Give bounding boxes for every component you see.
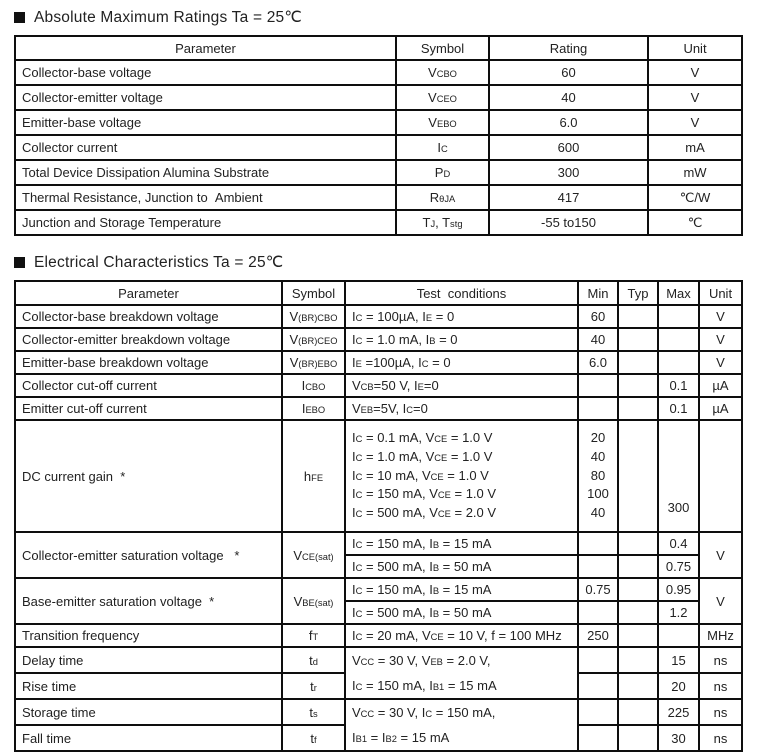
rating-cell: 6.0 bbox=[489, 110, 648, 135]
max-cell bbox=[658, 624, 699, 647]
condition-cell bbox=[345, 699, 578, 751]
condition-line: IC = 0.1 mA, VCE = 1.0 V bbox=[352, 430, 493, 445]
symbol-cell: V(BR)CEO bbox=[282, 328, 345, 351]
typ-cell bbox=[618, 647, 658, 673]
condition-line: IC = 10 mA, VCE = 1.0 V bbox=[352, 467, 489, 483]
max-cell bbox=[658, 305, 699, 328]
max-cell: 15 bbox=[658, 647, 699, 673]
parameter-cell: Collector cut-off current bbox=[15, 374, 282, 397]
header-symbol: Symbol bbox=[282, 281, 345, 305]
rating-cell: 60 bbox=[489, 60, 648, 85]
min-cell bbox=[578, 555, 618, 578]
unit-cell: V bbox=[699, 532, 742, 578]
symbol-cell: td bbox=[282, 647, 345, 673]
typ-cell bbox=[618, 328, 658, 351]
parameter-cell: Collector-base breakdown voltage bbox=[15, 305, 282, 328]
max-cell: 0.4 bbox=[658, 532, 699, 555]
symbol-cell: VCBO bbox=[396, 60, 489, 85]
unit-cell: V bbox=[699, 328, 742, 351]
condition-cell: IC = 500 mA, IB = 50 mA bbox=[345, 555, 578, 578]
header-min: Min bbox=[578, 281, 618, 305]
rating-cell: -55 to150 bbox=[489, 210, 648, 235]
typ-cell bbox=[618, 374, 658, 397]
table-row bbox=[15, 328, 742, 351]
parameter-cell: Junction and Storage Temperature bbox=[15, 210, 396, 235]
max-cell: 20 bbox=[658, 673, 699, 699]
min-cell bbox=[578, 725, 618, 751]
rating-cell: 600 bbox=[489, 135, 648, 160]
unit-cell: ns bbox=[699, 673, 742, 699]
typ-cell bbox=[618, 699, 658, 725]
parameter-cell: Total Device Dissipation Alumina Substrate bbox=[15, 160, 396, 185]
typ-cell bbox=[618, 601, 658, 624]
symbol-cell: IEBO bbox=[282, 397, 345, 420]
min-line: 20 bbox=[590, 430, 606, 445]
parameter-cell: Base-emitter saturation voltage * bbox=[15, 578, 282, 624]
unit-cell: µA bbox=[699, 397, 742, 420]
symbol-cell: VEBO bbox=[396, 110, 489, 135]
max-cell: 225 bbox=[658, 699, 699, 725]
condition-cell: IE =100µA, IC = 0 bbox=[345, 351, 578, 374]
symbol-cell: TJ, Tstg bbox=[396, 210, 489, 235]
symbol-cell: VCEO bbox=[396, 85, 489, 110]
min-cell bbox=[578, 420, 618, 532]
table-row bbox=[15, 160, 742, 185]
table-row bbox=[15, 647, 742, 673]
symbol-cell: PD bbox=[396, 160, 489, 185]
typ-cell bbox=[618, 578, 658, 601]
max-cell: 0.1 bbox=[658, 397, 699, 420]
min-cell bbox=[578, 673, 618, 699]
symbol-cell: V(BR)CBO bbox=[282, 305, 345, 328]
unit-cell bbox=[699, 420, 742, 532]
min-cell: 60 bbox=[578, 305, 618, 328]
parameter-cell: Emitter-base voltage bbox=[15, 110, 396, 135]
symbol-cell: tr bbox=[282, 673, 345, 699]
condition-line: IC = 1.0 mA, VCE = 1.0 V bbox=[352, 448, 493, 464]
parameter-cell: Transition frequency bbox=[15, 624, 282, 647]
black-square-icon bbox=[14, 257, 25, 268]
table-row bbox=[15, 374, 742, 397]
min-cell bbox=[578, 532, 618, 555]
section2-title bbox=[14, 253, 743, 272]
parameter-cell: Emitter-base breakdown voltage bbox=[15, 351, 282, 374]
header-max: Max bbox=[658, 281, 699, 305]
min-cell bbox=[578, 374, 618, 397]
unit-cell: ℃/W bbox=[648, 185, 742, 210]
min-cell bbox=[578, 699, 618, 725]
table-row bbox=[15, 135, 742, 160]
symbol-cell: VBE(sat) bbox=[282, 578, 345, 624]
unit-cell: ns bbox=[699, 647, 742, 673]
rating-cell: 417 bbox=[489, 185, 648, 210]
min-cell: 250 bbox=[578, 624, 618, 647]
max-cell bbox=[658, 351, 699, 374]
condition-line: IC = 150 mA, IB1 = 15 mA bbox=[352, 678, 497, 693]
table-row bbox=[15, 210, 742, 235]
min-cell: 6.0 bbox=[578, 351, 618, 374]
max-cell: 30 bbox=[658, 725, 699, 751]
parameter-cell: Emitter cut-off current bbox=[15, 397, 282, 420]
symbol-cell: fT bbox=[282, 624, 345, 647]
symbol-cell: hFE bbox=[282, 420, 345, 532]
table-row bbox=[15, 305, 742, 328]
header-typ: Typ bbox=[618, 281, 658, 305]
electrical-characteristics-table bbox=[14, 280, 743, 752]
table-row bbox=[15, 578, 742, 601]
unit-cell: V bbox=[648, 110, 742, 135]
min-cell bbox=[578, 397, 618, 420]
max-cell: 0.1 bbox=[658, 374, 699, 397]
typ-cell bbox=[618, 305, 658, 328]
symbol-cell: ts bbox=[282, 699, 345, 725]
min-line: 100 bbox=[587, 486, 609, 502]
unit-cell: V bbox=[699, 305, 742, 328]
table-row bbox=[15, 85, 742, 110]
unit-cell: V bbox=[699, 578, 742, 624]
typ-cell bbox=[618, 555, 658, 578]
header-symbol: Symbol bbox=[396, 36, 489, 60]
header-parameter: Parameter bbox=[15, 36, 396, 60]
typ-cell bbox=[618, 532, 658, 555]
condition-cell: IC = 100µA, IE = 0 bbox=[345, 305, 578, 328]
condition-line: IB1 = IB2 = 15 mA bbox=[352, 730, 450, 745]
symbol-cell: VCE(sat) bbox=[282, 532, 345, 578]
condition-cell: IC = 20 mA, VCE = 10 V, f = 100 MHz bbox=[345, 624, 578, 647]
symbol-cell: V(BR)EBO bbox=[282, 351, 345, 374]
table-row bbox=[15, 110, 742, 135]
min-line: 40 bbox=[590, 448, 606, 464]
table-row-hfe bbox=[15, 420, 742, 532]
unit-cell: V bbox=[648, 60, 742, 85]
section1-title bbox=[14, 8, 743, 27]
unit-cell: ns bbox=[699, 699, 742, 725]
rating-cell: 300 bbox=[489, 160, 648, 185]
condition-cell: IC = 500 mA, IB = 50 mA bbox=[345, 601, 578, 624]
symbol-cell: ICBO bbox=[282, 374, 345, 397]
unit-cell: mA bbox=[648, 135, 742, 160]
max-cell: 0.95 bbox=[658, 578, 699, 601]
table-row bbox=[15, 185, 742, 210]
unit-cell: MHz bbox=[699, 624, 742, 647]
min-line: 80 bbox=[590, 467, 606, 483]
parameter-cell: Rise time bbox=[15, 673, 282, 699]
absolute-maximum-ratings-table bbox=[14, 35, 743, 236]
table-header-row bbox=[15, 36, 742, 60]
parameter-cell: Collector-emitter breakdown voltage bbox=[15, 328, 282, 351]
unit-cell: ℃ bbox=[648, 210, 742, 235]
unit-cell: µA bbox=[699, 374, 742, 397]
max-cell: 1.2 bbox=[658, 601, 699, 624]
parameter-cell: DC current gain * bbox=[15, 420, 282, 532]
condition-cell bbox=[345, 420, 578, 532]
unit-cell: V bbox=[648, 85, 742, 110]
table-row bbox=[15, 397, 742, 420]
condition-line: VCC = 30 V, VEB = 2.0 V, bbox=[352, 653, 491, 668]
rating-cell: 40 bbox=[489, 85, 648, 110]
typ-cell bbox=[618, 624, 658, 647]
condition-cell: IC = 150 mA, IB = 15 mA bbox=[345, 532, 578, 555]
condition-cell: IC = 1.0 mA, IB = 0 bbox=[345, 328, 578, 351]
condition-line: VCC = 30 V, IC = 150 mA, bbox=[352, 705, 496, 720]
max-cell bbox=[658, 328, 699, 351]
min-line: 40 bbox=[590, 505, 606, 521]
typ-cell bbox=[618, 351, 658, 374]
parameter-cell: Storage time bbox=[15, 699, 282, 725]
parameter-cell: Collector current bbox=[15, 135, 396, 160]
parameter-cell: Delay time bbox=[15, 647, 282, 673]
table-row bbox=[15, 624, 742, 647]
condition-cell: VCB=50 V, IE=0 bbox=[345, 374, 578, 397]
table-row bbox=[15, 60, 742, 85]
symbol-cell: RθJA bbox=[396, 185, 489, 210]
header-rating: Rating bbox=[489, 36, 648, 60]
parameter-cell: Thermal Resistance, Junction to Ambient bbox=[15, 185, 396, 210]
min-cell: 0.75 bbox=[578, 578, 618, 601]
table-header-row bbox=[15, 281, 742, 305]
condition-cell: VEB=5V, IC=0 bbox=[345, 397, 578, 420]
typ-cell bbox=[618, 397, 658, 420]
table-row bbox=[15, 699, 742, 725]
parameter-cell: Fall time bbox=[15, 725, 282, 751]
parameter-cell: Collector-base voltage bbox=[15, 60, 396, 85]
min-cell bbox=[578, 601, 618, 624]
typ-cell bbox=[618, 673, 658, 699]
condition-cell bbox=[345, 647, 578, 699]
max-cell: 0.75 bbox=[658, 555, 699, 578]
section2-title-text: Electrical Characteristics Ta = 25℃ bbox=[34, 254, 284, 271]
condition-line: IC = 500 mA, VCE = 2.0 V bbox=[352, 505, 497, 521]
header-unit: Unit bbox=[699, 281, 742, 305]
header-unit: Unit bbox=[648, 36, 742, 60]
section1-title-text: Absolute Maximum Ratings Ta = 25℃ bbox=[34, 9, 302, 26]
header-test-conditions: Test conditions bbox=[345, 281, 578, 305]
parameter-cell: Collector-emitter voltage bbox=[15, 85, 396, 110]
parameter-cell: Collector-emitter saturation voltage * bbox=[15, 532, 282, 578]
header-parameter: Parameter bbox=[15, 281, 282, 305]
typ-cell bbox=[618, 420, 658, 532]
typ-cell bbox=[618, 725, 658, 751]
min-cell: 40 bbox=[578, 328, 618, 351]
unit-cell: mW bbox=[648, 160, 742, 185]
unit-cell: ns bbox=[699, 725, 742, 751]
table-row bbox=[15, 351, 742, 374]
symbol-cell: IC bbox=[396, 135, 489, 160]
black-square-icon bbox=[14, 12, 25, 23]
unit-cell: V bbox=[699, 351, 742, 374]
condition-cell: IC = 150 mA, IB = 15 mA bbox=[345, 578, 578, 601]
min-cell bbox=[578, 647, 618, 673]
max-cell: 300 bbox=[658, 420, 699, 532]
table-row bbox=[15, 532, 742, 555]
symbol-cell: tf bbox=[282, 725, 345, 751]
condition-line: IC = 150 mA, VCE = 1.0 V bbox=[352, 486, 497, 502]
